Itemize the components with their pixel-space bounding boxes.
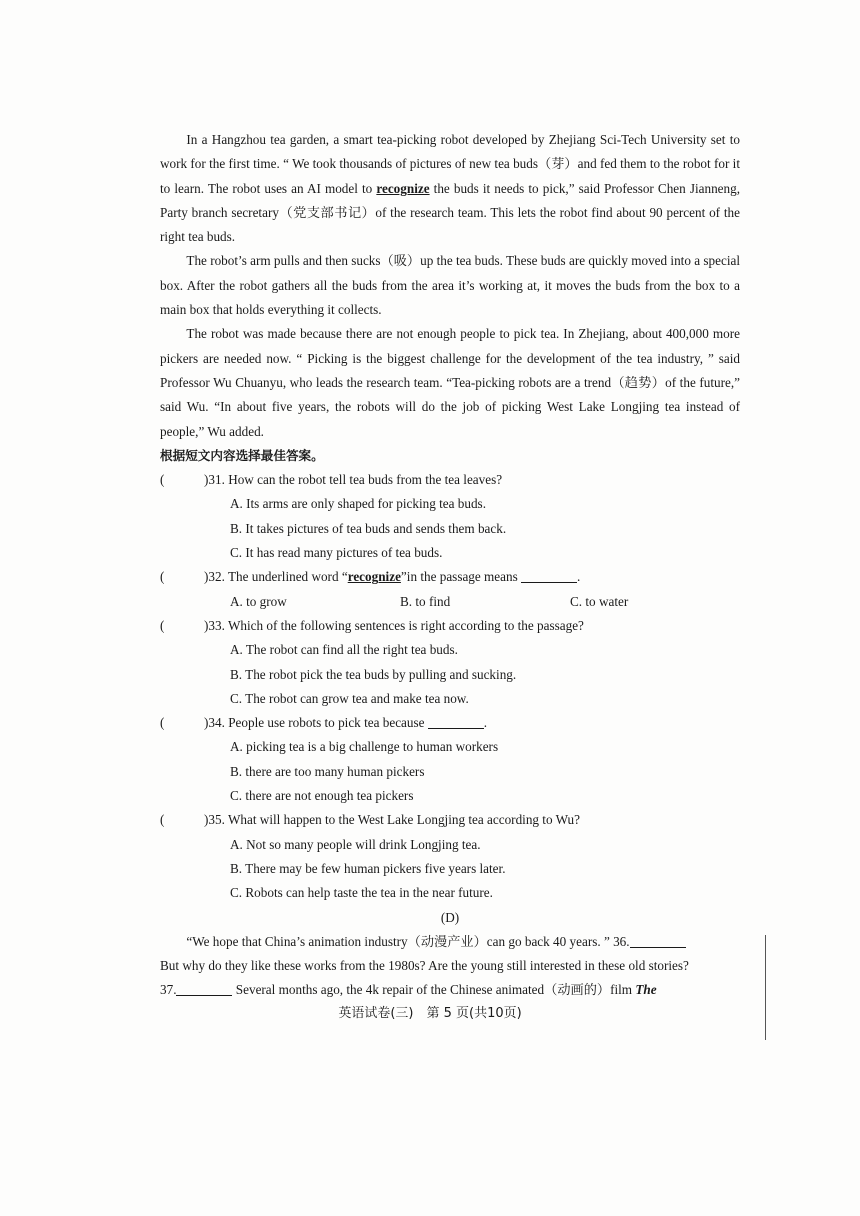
answer-bracket[interactable]: ( [160, 715, 165, 731]
question-text: 34. People use robots to pick tea because [208, 715, 428, 731]
option: A. Its arms are only shaped for picking tea buds. [230, 496, 486, 512]
answer-blank[interactable] [176, 981, 232, 996]
option: A. The robot can find all the right tea buds. [230, 642, 458, 658]
underlined-keyword: recognize [376, 180, 430, 196]
passage-paragraph-2: The robot’s arm pulls and then sucks（吸）up the tea buds. These buds are quickly moved into a special box. After the robot gathers all the buds from the area it’s working at, it moves the buds from the box to a main box that holds everything it collects. [160, 253, 740, 318]
option: B. to find [400, 593, 451, 609]
option: A. picking tea is a big challenge to human workers [230, 739, 499, 755]
question-text: 33. Which of the following sentences is right according to the passage? [208, 617, 584, 633]
underlined-keyword: recognize [347, 569, 401, 585]
instruction: 根据短文内容选择最佳答案。 [160, 447, 324, 463]
page-footer: 英语试卷(三) 第 5 页(共10页) [338, 1006, 522, 1021]
question-35: ( )35. What will happen to the West Lake Longjing tea according to Wu? [160, 808, 740, 832]
option: C. Robots can help taste the tea in the near future. [230, 885, 493, 901]
option: C. It has read many pictures of tea buds. [230, 545, 443, 561]
question-32: ( )32. The underlined word “recognize”in the passage means . [160, 565, 740, 589]
scan-edge-line [765, 935, 766, 1040]
section-d-line-2: But why do they like these works from the 1980s? Are the young still interested in these old stories? [160, 958, 689, 974]
question-text: 35. What will happen to the West Lake Longjing tea according to Wu? [208, 812, 580, 828]
options-row [160, 590, 740, 614]
answer-bracket[interactable]: ( [160, 812, 165, 828]
answer-bracket[interactable]: ( [160, 569, 165, 585]
answer-bracket[interactable]: ( [160, 617, 165, 633]
passage-paragraph-3: The robot was made because there are not enough people to pick tea. In Zhejiang, about 400,000 more pickers are needed now. “ Picking is the biggest challenge for the development of the tea industry, ” said Professor Wu Chuanyu, who leads the research team. “Tea-picking robots are a trend（趋势）of the future,” said Wu. “In about five years, the robots will do the job of picking West Lake Longjing tea instead of people,” Wu added. [160, 326, 740, 439]
question-text: 31. How can the robot tell tea buds from the tea leaves? [208, 472, 503, 488]
content-area [160, 128, 740, 1003]
answer-blank[interactable] [521, 568, 577, 583]
option: B. there are too many human pickers [230, 763, 425, 779]
answer-blank[interactable] [428, 714, 484, 729]
p1-text-b: the buds it needs to pick,” said Professor Chen Jianneng, Party branch secretary（党支部书记）of the research team. This lets the robot find about 90 percent of the right tea buds. [160, 180, 740, 245]
option: C. to water [570, 593, 629, 609]
option: A. to grow [230, 593, 287, 609]
p1-text-a: In a Hangzhou tea garden, a smart tea-picking robot developed by Zhejiang Sci-Tech University set to work for the first time. “ We took thousands of pictures of new tea buds（芽）and fed them to the robot for it to learn. The robot uses an AI model to [160, 132, 740, 196]
option: A. Not so many people will drink Longjing tea. [230, 836, 481, 852]
answer-blank[interactable] [630, 933, 686, 948]
option: C. The robot can grow tea and make tea now. [230, 690, 469, 706]
question-33: ( )33. Which of the following sentences is right according to the passage? [160, 614, 740, 638]
option: B. There may be few human pickers five years later. [230, 860, 506, 876]
passage-paragraph-1 [160, 128, 740, 249]
option: B. It takes pictures of tea buds and sends them back. [230, 520, 507, 536]
answer-bracket[interactable]: ( [160, 472, 165, 488]
section-d-line-3: 37. Several months ago, the 4k repair of the Chinese animated（动画的）film The [160, 982, 657, 998]
question-text: 32. The underlined word “ [208, 569, 348, 585]
section-heading-d: (D) [440, 909, 460, 925]
question-34: ( )34. People use robots to pick tea because . [160, 711, 740, 735]
option: C. there are not enough tea pickers [230, 788, 414, 804]
section-d-line-1: “We hope that China’s animation industry（动漫产业）can go back 40 years. ” 36. [160, 930, 740, 954]
question-31: ( )31. How can the robot tell tea buds from the tea leaves? [160, 468, 740, 492]
option: B. The robot pick the tea buds by pulling and sucking. [230, 666, 517, 682]
